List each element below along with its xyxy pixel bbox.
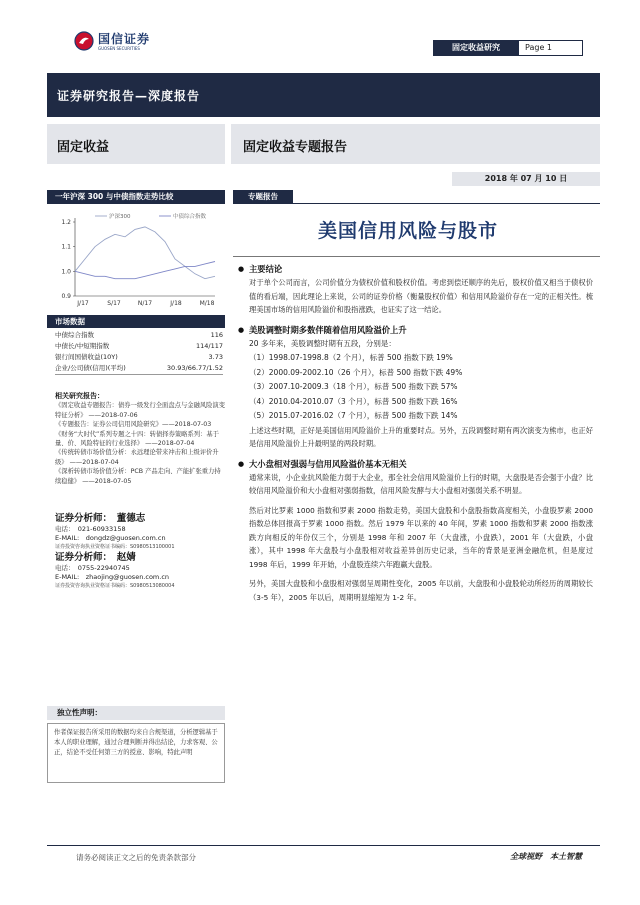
- report-body: [233, 262, 593, 604]
- y-tick-label: 1.1: [61, 243, 71, 251]
- tag-divider: [293, 203, 600, 204]
- series-line: [75, 227, 215, 279]
- guosen-logo: [74, 30, 150, 51]
- related-report-item[interactable]: 《传统转债市场价值分析：永远理论带来冲击和上级评价升级》 ——2018-07-04: [55, 449, 219, 466]
- y-tick-label: 1.0: [61, 268, 71, 276]
- disclaimer-body: 作者保证报告所采用的数据均来自合规渠道，分析逻辑基于本人的职业理解，通过合理判断并得出结论，力求客观、公正，结论不受任何第三方的授意、影响，特此声明: [47, 723, 225, 783]
- market-value: 114/117: [195, 342, 223, 350]
- series-line: [75, 262, 215, 279]
- category-banner: [47, 124, 600, 164]
- analyst-name: 证券分析师： 赵婧: [55, 552, 136, 563]
- list-item: （2）2000.09-2002.10（26 个月），标普 500 指数下跌 49%: [249, 367, 463, 377]
- report-series: 证券研究报告—深度报告: [57, 89, 201, 103]
- footer-slogan: 全球视野 本土智慧: [510, 852, 582, 861]
- report-type: 固定收益专题报告: [243, 140, 348, 155]
- disclaimer-title: 独立性声明：: [47, 706, 225, 720]
- y-tick-label: 1.2: [61, 219, 71, 226]
- related-report-item[interactable]: 《深析转债市场价值分析：PCB 产品走向、产能扩张重力持续稳健》 ——2018-07-05: [55, 468, 221, 485]
- market-label: 企业/公司债(信用)(平均): [55, 364, 126, 372]
- market-value: 116: [210, 331, 223, 339]
- market-row: [55, 352, 223, 363]
- list-item: （4）2010.04-2010.07（3 个月），标普 500 指数下跌 16%: [249, 396, 458, 406]
- x-tick-label: S/17: [107, 300, 121, 307]
- market-value: 30.93/66.77/1.52: [166, 364, 223, 372]
- market-value: 3.73: [208, 353, 223, 361]
- related-reports: [55, 392, 225, 486]
- x-tick-label: J/17: [77, 300, 89, 307]
- logo-name: 国信证券: [98, 32, 151, 46]
- analyst-email[interactable]: E-MAIL: zhaojing@guosen.com.cn: [55, 573, 170, 581]
- list-item: （1）1998.07-1998.8（2 个月），标普 500 指数下跌 19%: [249, 353, 453, 362]
- related-report-item[interactable]: 《固定收益专题报告：债券一级发行全面盘点与金融风险演变特征分析》 ——2018-07-06: [55, 402, 226, 419]
- analyst-name: 证券分析师： 董德志: [55, 513, 146, 524]
- footer-disclaimer: 请务必阅读正文之后的免责条款部分: [76, 853, 196, 862]
- market-row: [55, 341, 223, 352]
- index-comparison-chart: [47, 208, 225, 314]
- section-heading: ● 美股调整时期多数伴随着信用风险溢价上升: [233, 323, 593, 337]
- section-paragraph: 上述这些时期，正好是美国信用风险溢价上升的重要时点。另外，五段调整时期有两次演变为熊市，也正好是信用风险溢价上升最明显的两段时期。: [249, 425, 593, 448]
- chart-title: 一年沪深 300 与中债指数走势比较: [47, 190, 225, 204]
- chart-canvas: [47, 208, 225, 314]
- market-row: [55, 363, 223, 374]
- related-report-item[interactable]: 《专题报告：证券公司信用风险研究》——2018-07-03: [55, 421, 212, 429]
- analyst-phone: 电话： 021-60933158: [55, 525, 126, 533]
- market-label: 中债长/中短期指数: [55, 342, 110, 350]
- analyst-cert: 证券投资咨询执业资格证书编码：S0980513100001: [55, 544, 175, 550]
- x-tick-label: J/18: [170, 300, 182, 307]
- banner-divider: [225, 124, 231, 164]
- section-paragraph: 另外，美国大盘股和小盘股相对强弱呈周期性变化，2005 年以前，大盘股和小盘股轮动所经历的周期较长（3-5 年），2005 年以后，周期明显缩短为 1-2 年。: [249, 579, 593, 602]
- analyst-phone: 电话： 0755-22940745: [55, 564, 130, 572]
- report-date: 2018 年 07 月 10 日: [452, 172, 600, 186]
- list-item: （3）2007.10-2009.3（18 个月），标普 500 指数下跌 57%: [249, 382, 458, 391]
- report-tag: 专题报告: [233, 190, 293, 204]
- related-report-item[interactable]: 《财务“大时代”系列专题之十四：转债择券策略系列：基于量、价、风险特征的行业选择》 ——2018-07-04: [55, 430, 219, 448]
- section-paragraph: 20 多年来，美股调整时期有五段，分别是：: [249, 338, 396, 348]
- market-data-table: [55, 330, 223, 374]
- section-heading: ● 大小盘相对强弱与信用风险溢价基本无相关: [233, 457, 593, 471]
- doc-type-label: 固定收益研究: [433, 40, 519, 56]
- page-number: Page 1: [519, 40, 583, 56]
- market-data-title: 市场数据: [47, 315, 225, 328]
- analyst-info: [55, 512, 225, 590]
- analyst-cert: 证券投资咨询执业资格证书编码：S0980513080004: [55, 583, 175, 589]
- section-heading: ● 主要结论: [233, 262, 593, 276]
- report-category: 固定收益: [57, 140, 110, 155]
- market-label: 银行间国债收益(10Y): [55, 353, 118, 361]
- market-label: 中债综合指数: [55, 331, 94, 339]
- legend-label: 中债综合指数: [173, 214, 207, 220]
- related-reports-title: 相关研究报告：: [55, 392, 104, 400]
- x-tick-label: N/17: [137, 300, 153, 307]
- y-tick-label: 0.9: [61, 293, 71, 300]
- analyst-email[interactable]: E-MAIL: dongdz@guosen.com.cn: [55, 534, 166, 542]
- report-series-banner: [47, 73, 600, 117]
- market-row: [55, 330, 223, 341]
- title-divider: [233, 256, 600, 257]
- footer-divider: [47, 845, 600, 846]
- list-item: （5）2015.07-2016.02（7 个月），标普 500 指数下跌 14%: [249, 411, 458, 420]
- section-paragraph: 对于单个公司而言，公司价值分为债权价值和股权价值。考虑到偿还顺序的先后，股权价值又相当于债权价值的看后端，因此理论上来说，公司的证券价格（衡量股权价值）和信用风险溢价存在一定的正相关性。梳理美国市场的信用风险溢价和股指涨跌，也证实了这一结论。: [249, 278, 593, 314]
- logo-english-name: GUOSEN SECURITIES: [98, 46, 140, 51]
- section-paragraph: 通常来说，小企业抗风险能力弱于大企业，那全社会信用风险溢价上行的时期，大盘股是否会强于小盘？比较信用风险溢价和大小盘相对强弱指数，信用风险发酵与大小盘相对强弱关系不明显。: [249, 472, 593, 495]
- x-tick-label: M/18: [199, 300, 215, 307]
- report-title: 美国信用风险与股市: [317, 220, 498, 242]
- legend-label: 沪深300: [109, 214, 131, 220]
- guosen-logo-icon: [74, 31, 94, 51]
- market-data-divider: [55, 374, 223, 375]
- section-paragraph: 然后对比罗素 1000 指数和罗素 2000 指数走势，美国大盘股和小盘股指数高度相关，小盘股罗素 2000 指数总体回报高于罗素 1000 指数。然后 1979 年以来的 40 年间，罗素 1000 指数和罗素 2000 指数涨跌方向相反的年份仅三个，分别是 1998 年和 2007 年（大盘涨，小盘跌），2001 年（大盘跌，小盘涨），其中 1998 年大盘股与小盘股相对收益差异创历史记录，当年的背景是亚洲金融危机，但是度过 1998 年后，1999 年开始，小盘股连续六年跑赢大盘股。: [249, 505, 593, 569]
